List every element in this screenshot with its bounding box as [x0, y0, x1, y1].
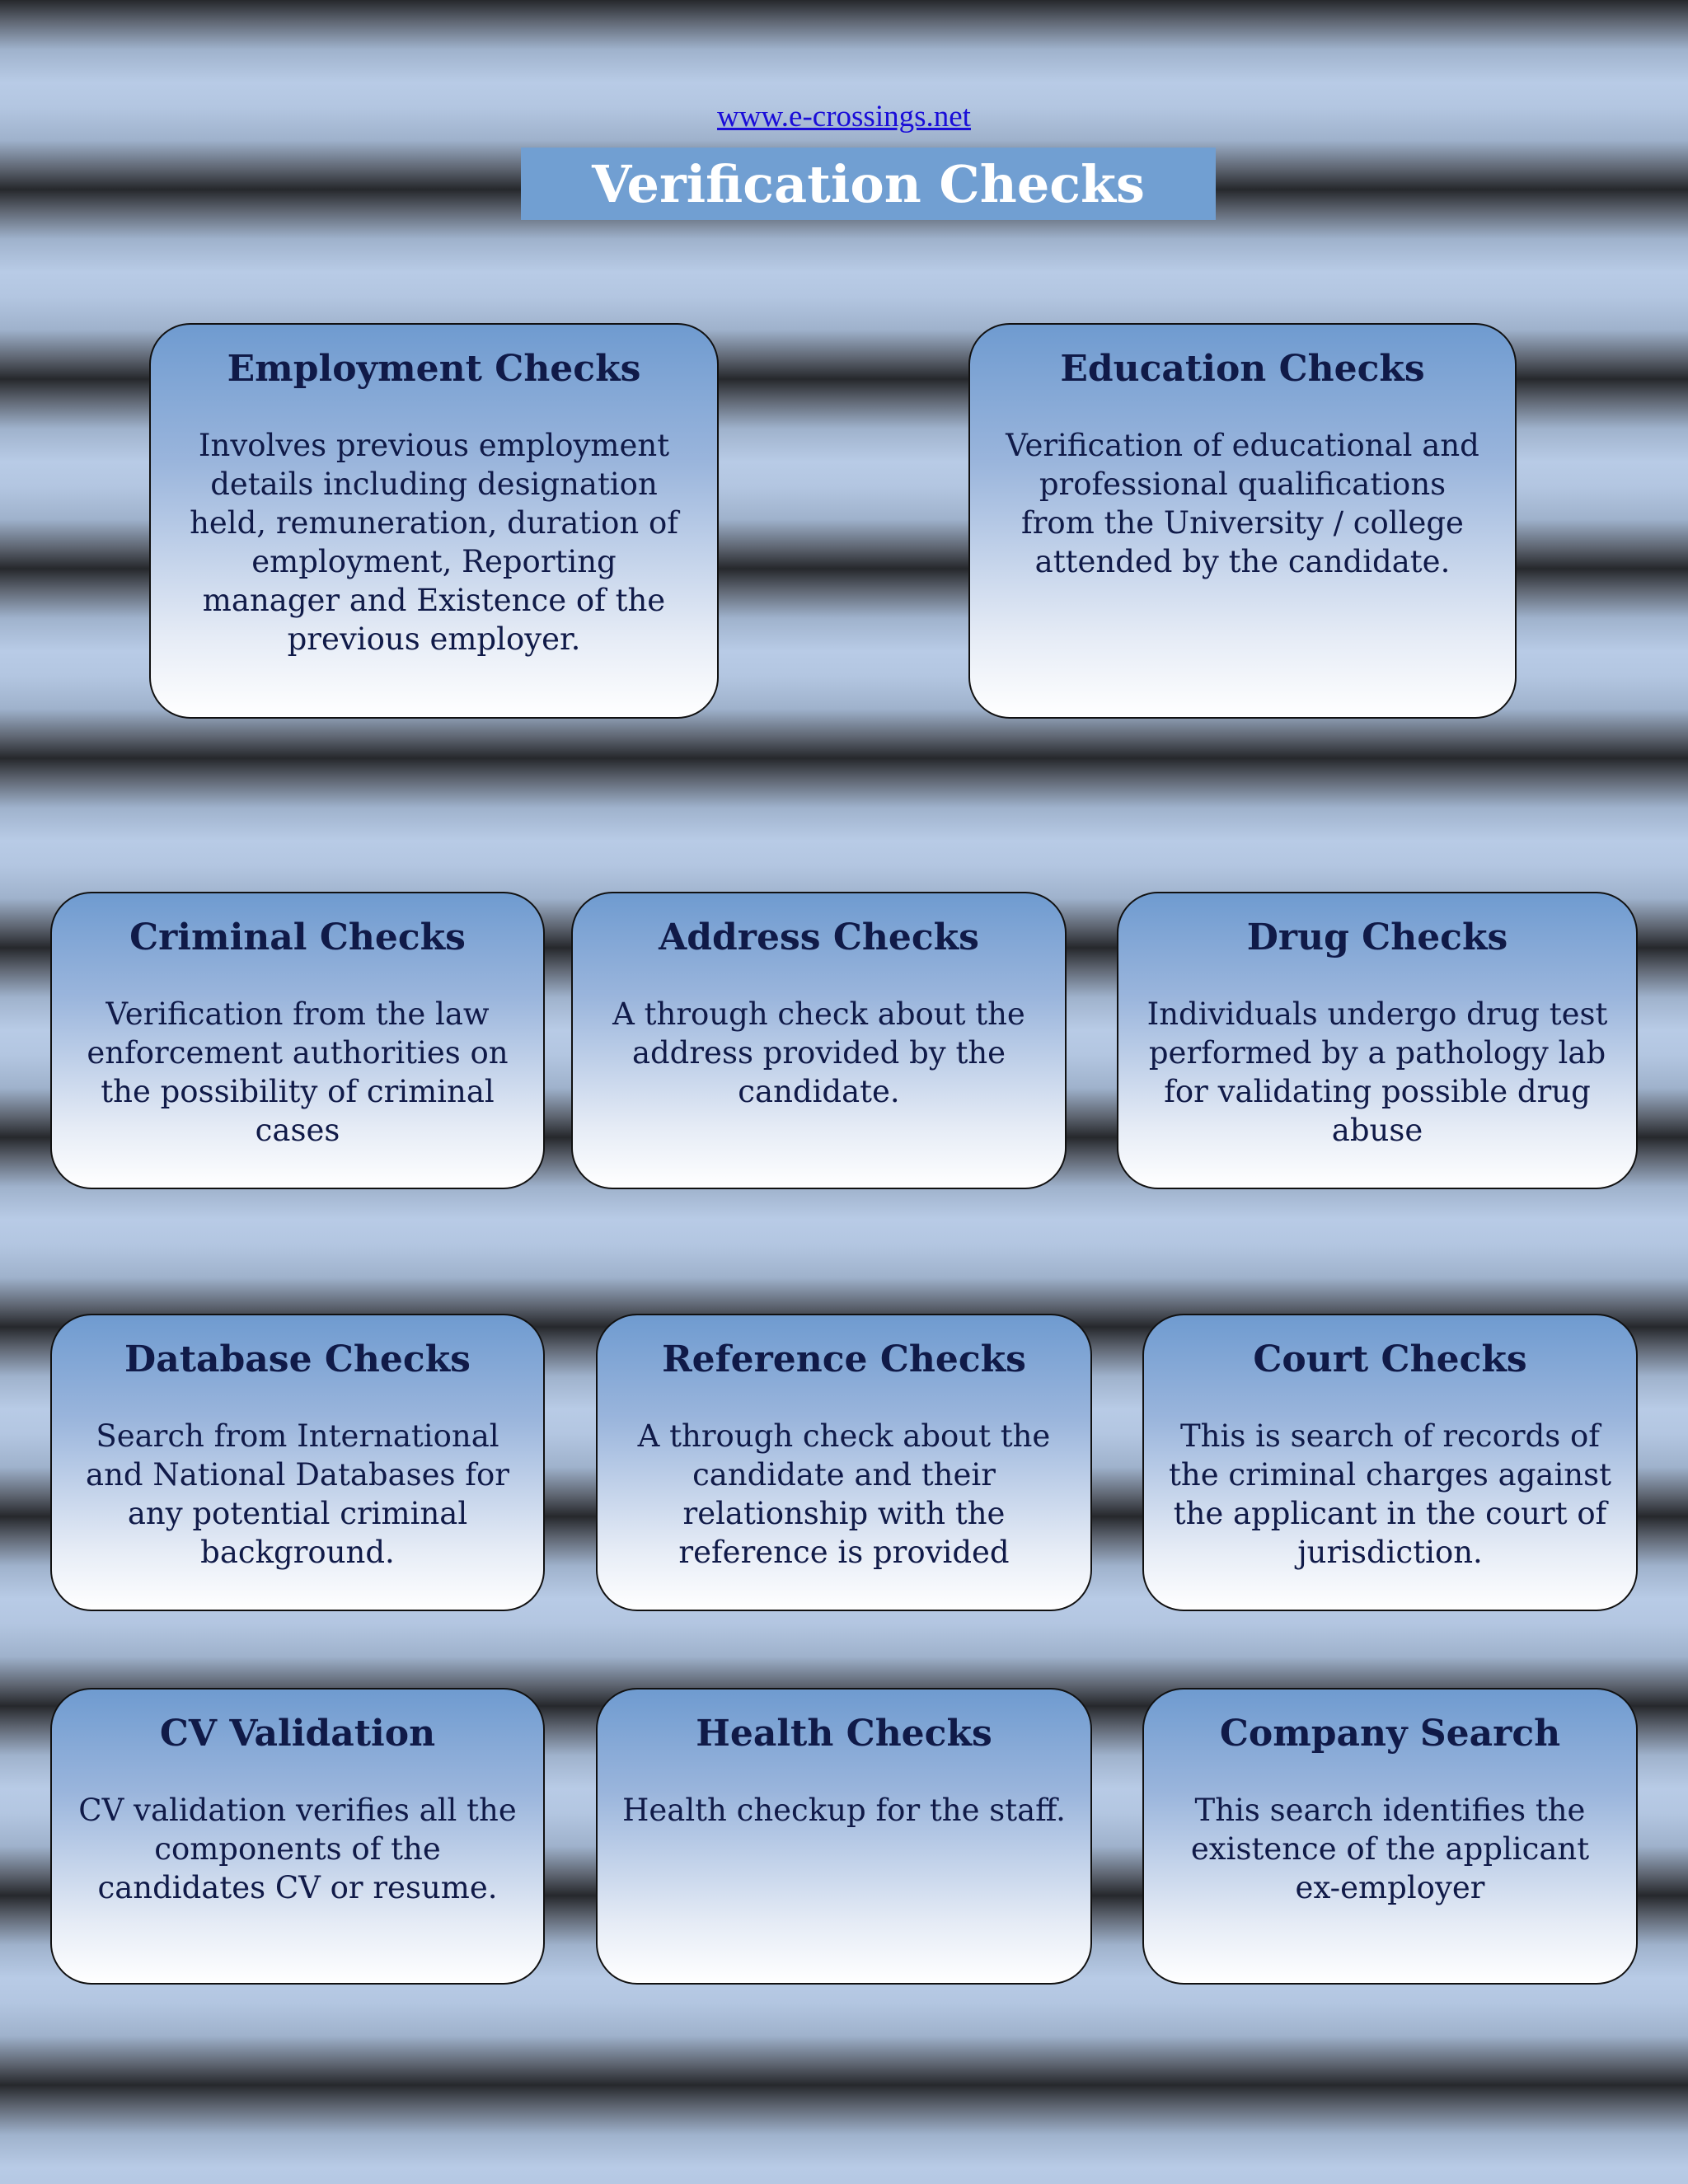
card-text: Verification of educational and professional qualifications from the University / college attended by the candidate.: [1006, 428, 1479, 579]
website-link[interactable]: www.e-crossings.net: [717, 100, 971, 134]
card-text: A through check about the address provided by the candidate.: [612, 996, 1025, 1109]
card-text: Involves previous employment details including designation held, remuneration, duration of employment, Reporting manager and Existence of the previous employer.: [190, 428, 678, 657]
card-drug-checks: [1117, 892, 1638, 1189]
card-text: Health checkup for the staff.: [622, 1793, 1066, 1828]
card-criminal-checks: [50, 892, 545, 1189]
card-text: A through check about the candidate and their relationship with the reference is provided: [637, 1418, 1051, 1570]
card-employment-checks: [149, 323, 719, 719]
card-address-checks: [571, 892, 1067, 1189]
card-health-checks: [596, 1688, 1092, 1985]
card-text: Search from International and National Databases for any potential criminal background.: [86, 1418, 509, 1570]
card-title: Drug Checks: [1246, 916, 1508, 958]
card-education-checks: [968, 323, 1517, 719]
card-title: Education Checks: [1060, 348, 1425, 390]
card-title: CV Validation: [159, 1713, 436, 1755]
card-database-checks: [50, 1314, 545, 1611]
card-title: Company Search: [1219, 1713, 1561, 1755]
card-text: Verification from the law enforcement authorities on the possibility of criminal cases: [87, 996, 509, 1148]
card-cv-validation: [50, 1688, 545, 1985]
card-title: Employment Checks: [227, 348, 641, 390]
card-text: This is search of records of the criminal charges against the applicant in the court of jurisdiction.: [1169, 1418, 1611, 1570]
card-title: Court Checks: [1253, 1338, 1527, 1380]
card-company-search: [1142, 1688, 1638, 1985]
card-title: Address Checks: [659, 916, 979, 958]
card-title: Reference Checks: [662, 1338, 1026, 1380]
card-title: Database Checks: [124, 1338, 471, 1380]
page-title: Verification Checks: [521, 148, 1216, 220]
card-court-checks: [1142, 1314, 1638, 1611]
card-text: Individuals undergo drug test performed by a pathology lab for validating possible drug abuse: [1146, 996, 1608, 1148]
card-reference-checks: [596, 1314, 1092, 1611]
card-title: Health Checks: [696, 1713, 992, 1755]
card-title: Criminal Checks: [129, 916, 466, 958]
card-text: CV validation verifies all the components of the candidates CV or resume.: [78, 1793, 517, 1905]
card-text: This search identifies the existence of the applicant ex-employer: [1190, 1793, 1590, 1905]
